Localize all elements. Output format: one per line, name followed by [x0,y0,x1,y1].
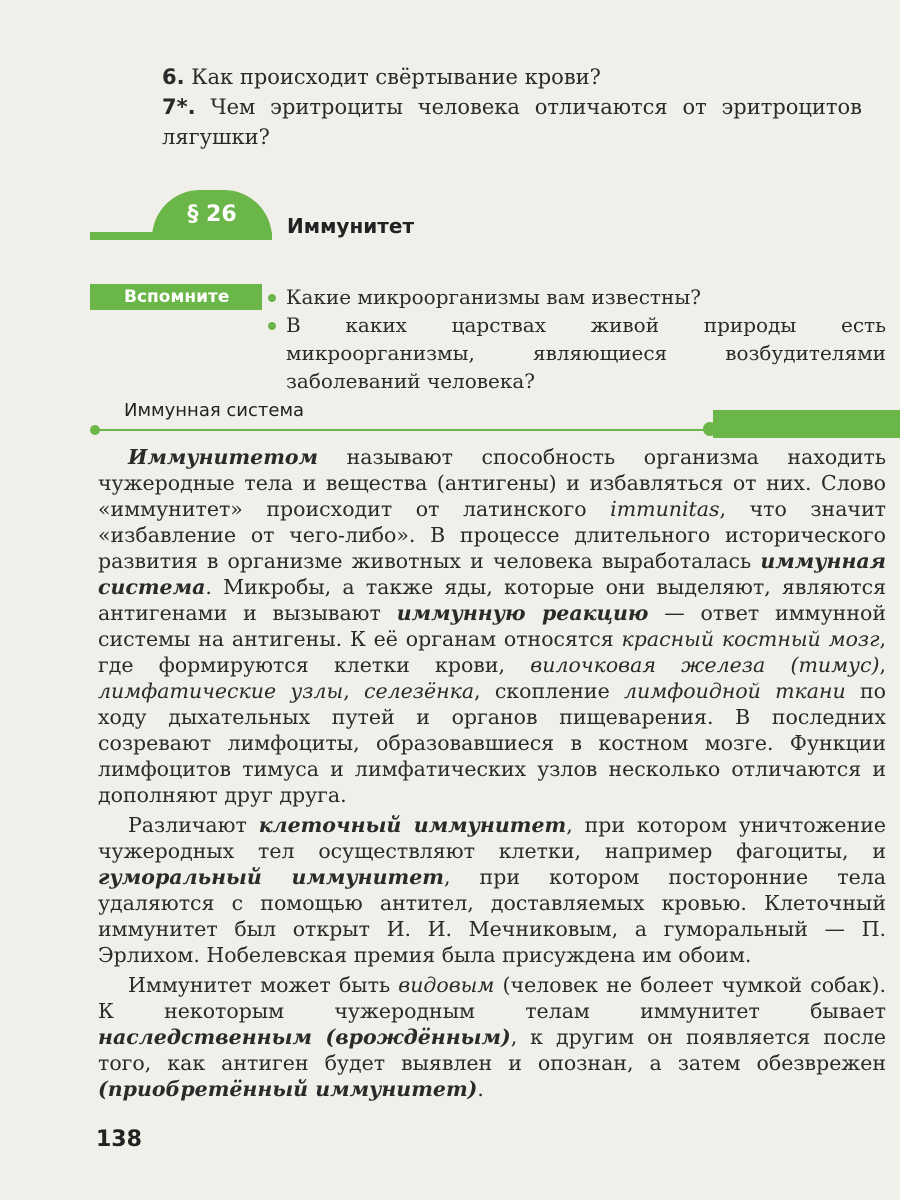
term-italic: вилочковая железа (тимус) [530,653,880,677]
text-run: . Микробы, а также яды, которые они выделяют, являются антигенами и вызывают [98,575,886,625]
term-italic: видовым [398,973,495,997]
text-run: по ходу дыхательных путей и органов пищеварения. В последних созревают лимфоциты, образовавшиеся в костном мозге. Функции лимфоцитов тимуса и лимфатических узлов несколько отличаются и дополняют друг друга. [98,679,886,807]
text-run: Иммунитет может быть [128,973,399,997]
divider-dot [703,422,717,436]
paragraph-2 [98,812,886,968]
term-italic: лимфоидной ткани [623,679,846,703]
paragraph-1 [98,444,886,808]
remember-label: Вспомните [90,284,262,310]
section-title: Иммунная система [124,400,305,421]
text-run: , [343,679,364,703]
page-number: 138 [96,1127,142,1152]
text-run: . [477,1077,484,1101]
term-bold-italic: иммунная система [98,549,886,599]
section-divider [95,429,710,431]
text-run: , при котором посторонние тела удаляются с помощью антител, доставляемых кровью. Клеточный иммунитет был открыт И. И. Мечниковым, а гуморальный — П. Эрлихом. Нобелевская премия была присуждена им обоим. [98,865,886,967]
term-italic: лимфатические узлы [98,679,344,703]
term-bold-italic: гуморальный иммунитет [98,865,444,889]
question-number: 6. [162,65,185,89]
text-run: , где формируются клетки крови, [98,627,886,677]
text-run: — ответ иммунной системы на антигены. К её органам относятся [98,601,886,651]
term-bold-italic: клеточный иммунитет [258,813,567,837]
text-run: , при котором уничтожение чужеродных тел осуществляют клетки, например фагоциты, и [98,813,886,863]
text-run: , к другим он появляется после того, как антиген будет выявлен и опознан, а затем обезврежен [98,1025,886,1075]
divider-dot [90,425,100,435]
question-6 [162,62,862,92]
term-bold-italic: иммунную реакцию [396,601,649,625]
text-run: Различают [128,813,259,837]
text-run: , скопление [474,679,624,703]
remember-item: Какие микроорганизмы вам известны? [286,285,701,309]
text-run: (человек не болеет чумкой собак). К некоторым чужеродным телам иммунитет бывает [98,973,886,1023]
bullet-icon [268,294,276,302]
divider-block [713,410,900,438]
paragraph-3 [98,972,886,1102]
body-text [98,444,886,1106]
paragraph-number: § 26 [152,190,272,238]
term-italic: красный костный мозг [621,627,880,651]
question-7 [162,92,862,152]
term-bold-italic: Иммунитетом [128,445,319,469]
text-run: , что значит «избавление от чего-либо». В процессе длительного исторического развития в организме животных и человека выработалась [98,497,886,573]
term-italic: селезёнка [363,679,475,703]
term-bold-italic: наследственным (врождённым) [98,1025,511,1049]
question-number: 7*. [162,95,196,119]
term-bold-italic: (приобретённый иммунитет) [98,1077,478,1101]
text-run: называют способность организма находить чужеродные тела и вещества (антигены) и избавляться от них. Слово «иммунитет» происходит от латинского [98,445,886,521]
term-italic: immunitas [610,497,720,521]
question-text: Как происходит свёртывание крови? [184,65,601,89]
bullet-icon [268,322,276,330]
remember-item: В каких царствах живой природы есть микроорганизмы, являющиеся возбудителями заболеваний человека? [286,313,886,393]
question-text: Чем эритроциты человека отличаются от эритроцитов лягушки? [162,95,862,149]
paragraph-badge [90,190,272,240]
text-run: , [879,653,887,677]
paragraph-title: Иммунитет [287,214,415,238]
